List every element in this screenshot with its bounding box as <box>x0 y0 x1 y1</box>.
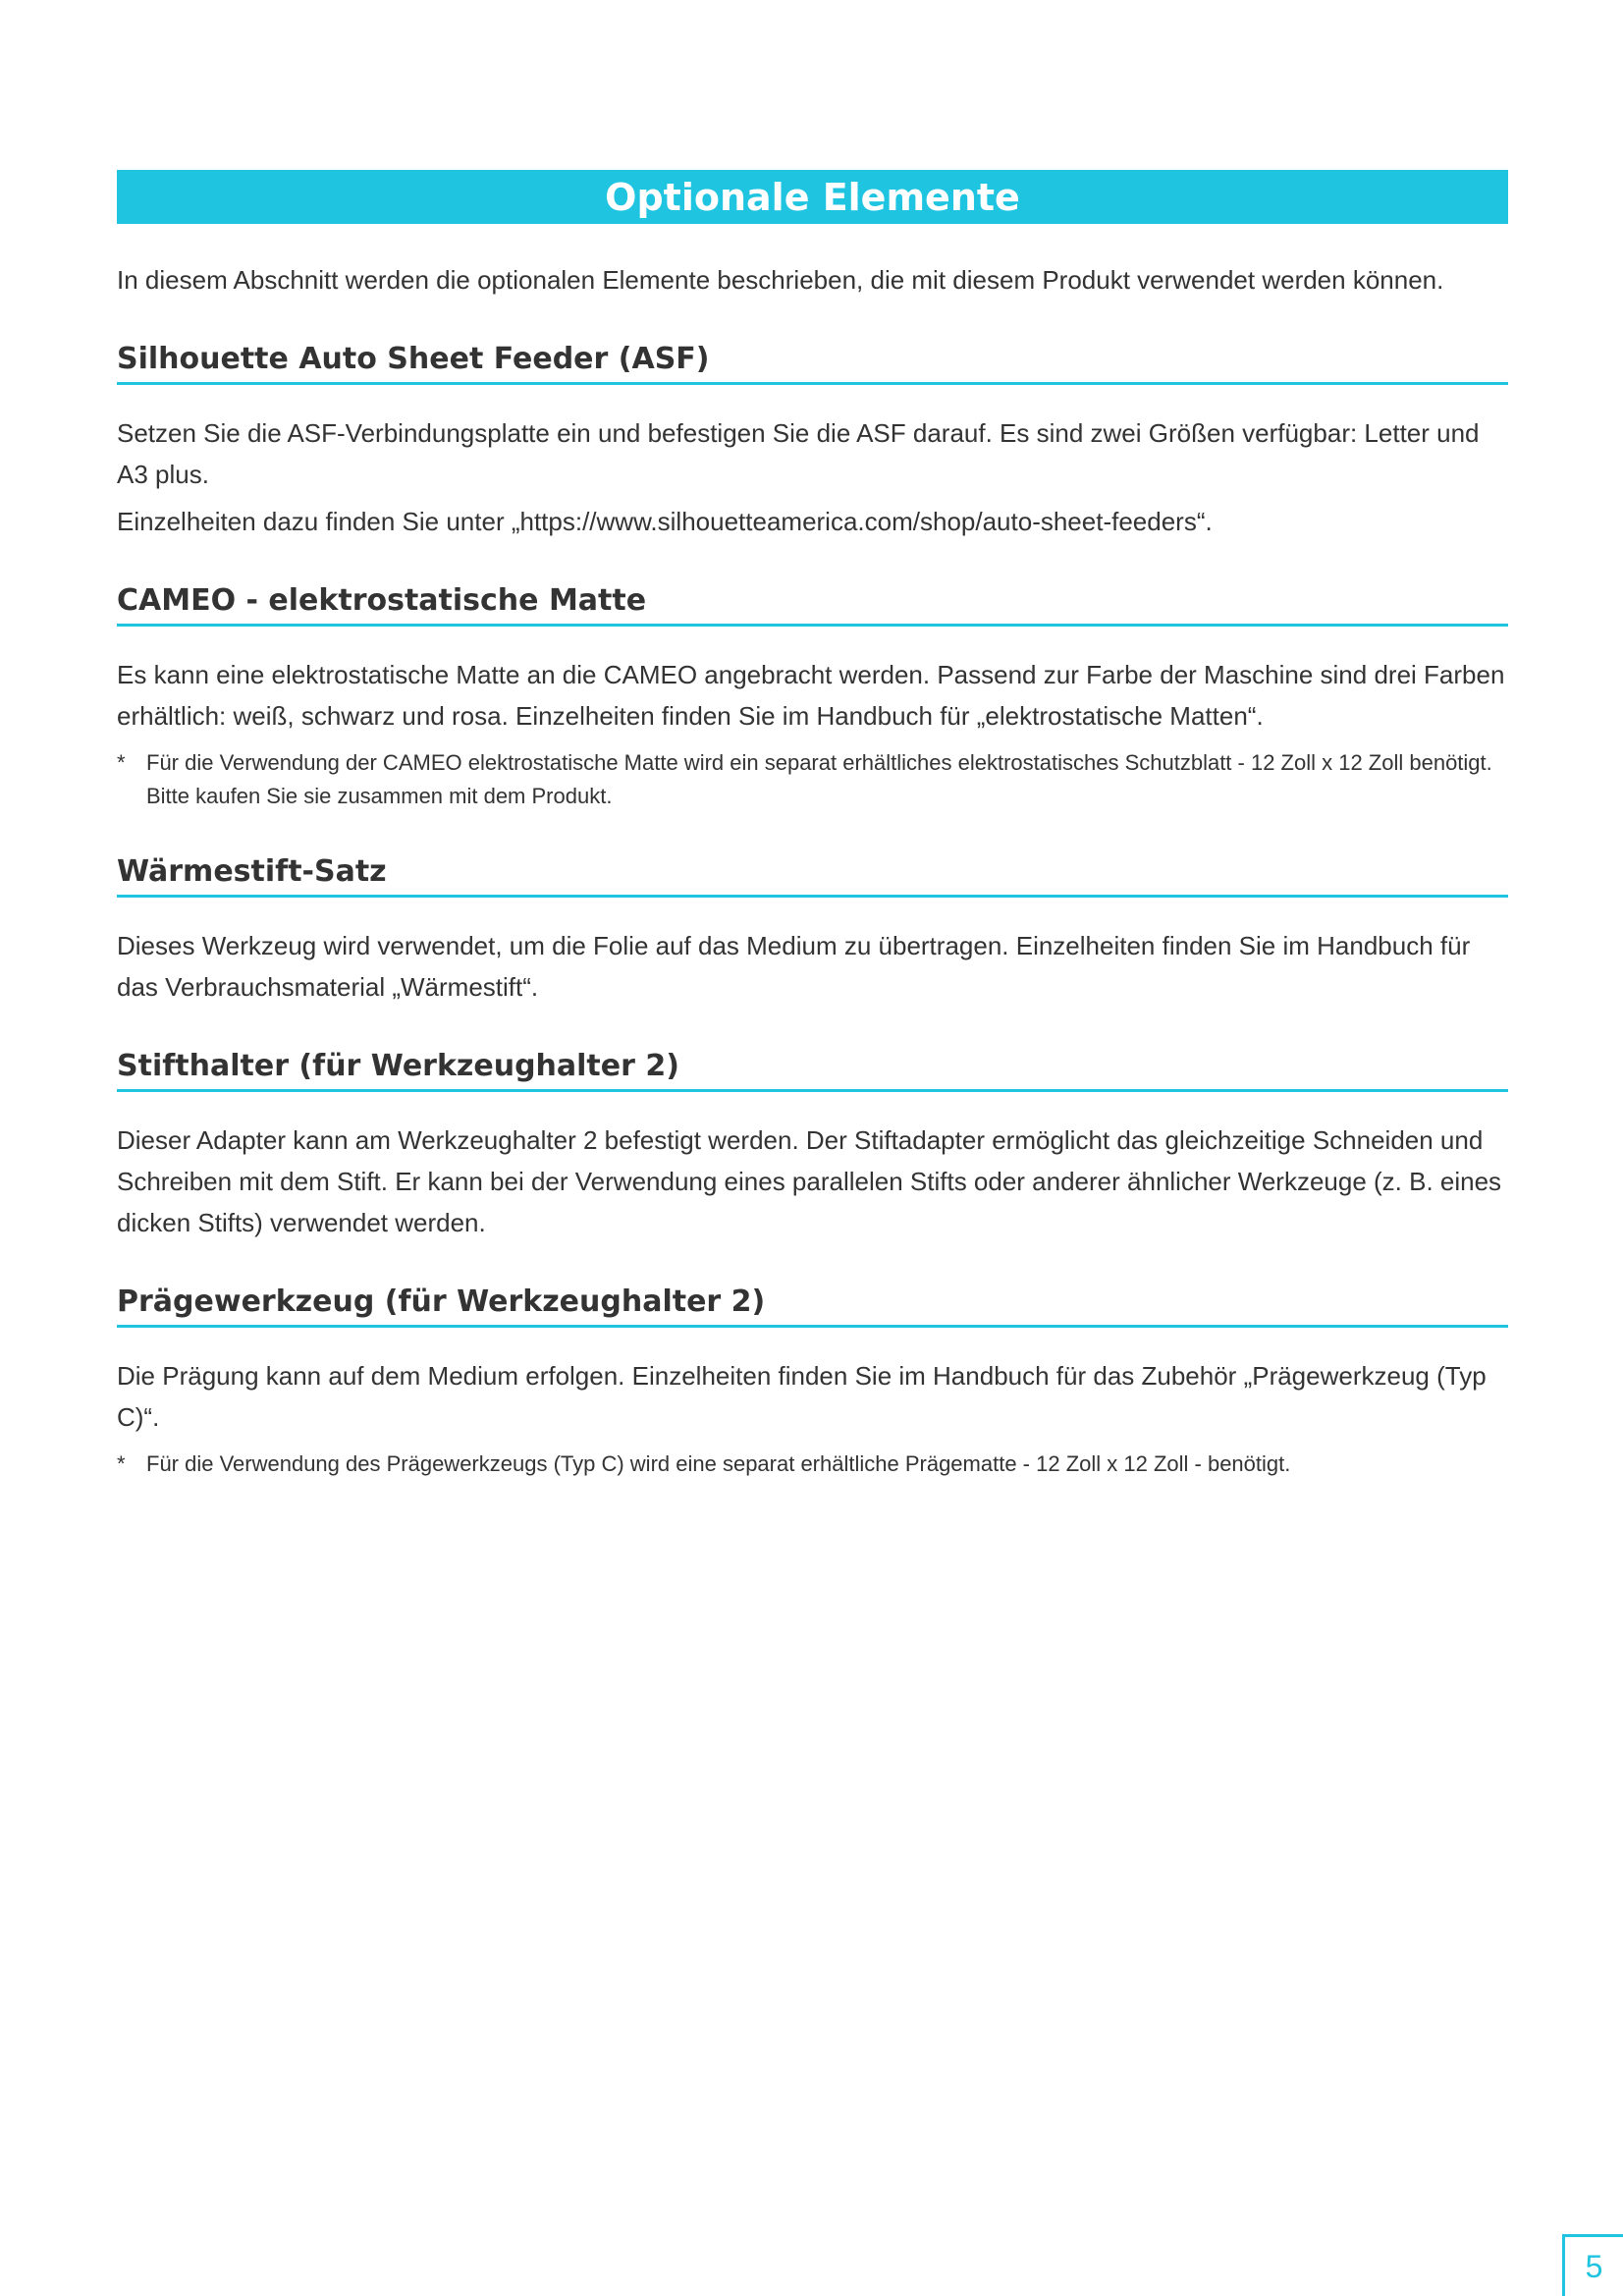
section-heading: Silhouette Auto Sheet Feeder (ASF) <box>117 340 1508 385</box>
page-title: Optionale Elemente <box>117 170 1508 224</box>
intro-paragraph: In diesem Abschnitt werden die optionalen Elemente beschrieben, die mit diesem Produkt verwendet werden können. <box>117 265 1444 295</box>
section-paragraph: Es kann eine elektrostatische Matte an die CAMEO angebracht werden. Passend zur Farbe der Maschine sind drei Farben erhältlich: weiß, schwarz und rosa. Einzelheiten finden Sie im Handbuch für „elektrostatische Matten“. <box>117 660 1505 731</box>
footnote <box>117 746 1508 813</box>
section-heat-pen-set <box>117 852 1508 1008</box>
section-electrostatic-mat <box>117 581 1508 813</box>
page-content <box>117 170 1508 1481</box>
section-paragraph: Setzen Sie die ASF-Verbindungsplatte ein und befestigen Sie die ASF darauf. Es sind zwei Größen verfügbar: Letter und A3 plus. <box>117 418 1480 489</box>
section-paragraph: Einzelheiten dazu finden Sie unter „https://www.silhouetteamerica.com/shop/auto-sheet-feeders“. <box>117 507 1213 536</box>
section-heading: Wärmestift-Satz <box>117 852 1508 898</box>
section-pen-holder <box>117 1047 1508 1243</box>
footnote-text: Für die Verwendung des Prägewerkzeugs (Typ C) wird eine separat erhältliche Prägematte - 12 Zoll x 12 Zoll - benötigt. <box>146 1451 1291 1476</box>
section-auto-sheet-feeder <box>117 340 1508 542</box>
page-number: 5 <box>1562 2234 1623 2296</box>
section-paragraph: Die Prägung kann auf dem Medium erfolgen. Einzelheiten finden Sie im Handbuch für das Zubehör „Prägewerkzeug (Typ C)“. <box>117 1361 1487 1432</box>
footnote-marker: * <box>117 1451 126 1476</box>
footnote-marker: * <box>117 750 126 775</box>
section-paragraph: Dieses Werkzeug wird verwendet, um die Folie auf das Medium zu übertragen. Einzelheiten finden Sie im Handbuch für das Verbrauchsmaterial „Wärmestift“. <box>117 931 1471 1002</box>
footnote <box>117 1448 1508 1481</box>
section-heading: CAMEO - elektrostatische Matte <box>117 581 1508 627</box>
section-heading: Stifthalter (für Werkzeughalter 2) <box>117 1047 1508 1092</box>
section-heading: Prägewerkzeug (für Werkzeughalter 2) <box>117 1283 1508 1328</box>
section-embossing-tool <box>117 1283 1508 1481</box>
section-paragraph: Dieser Adapter kann am Werkzeughalter 2 befestigt werden. Der Stiftadapter ermöglicht das gleichzeitige Schneiden und Schreiben mit dem Stift. Er kann bei der Verwendung eines parallelen Stifts oder anderer ähnlicher Werkzeuge (z. B. eines dicken Stifts) verwendet werden. <box>117 1125 1502 1237</box>
footnote-text: Für die Verwendung der CAMEO elektrostatische Matte wird ein separat erhältliches elektrostatisches Schutzblatt - 12 Zoll x 12 Zoll benötigt. Bitte kaufen Sie sie zusammen mit dem Produkt. <box>146 750 1492 808</box>
